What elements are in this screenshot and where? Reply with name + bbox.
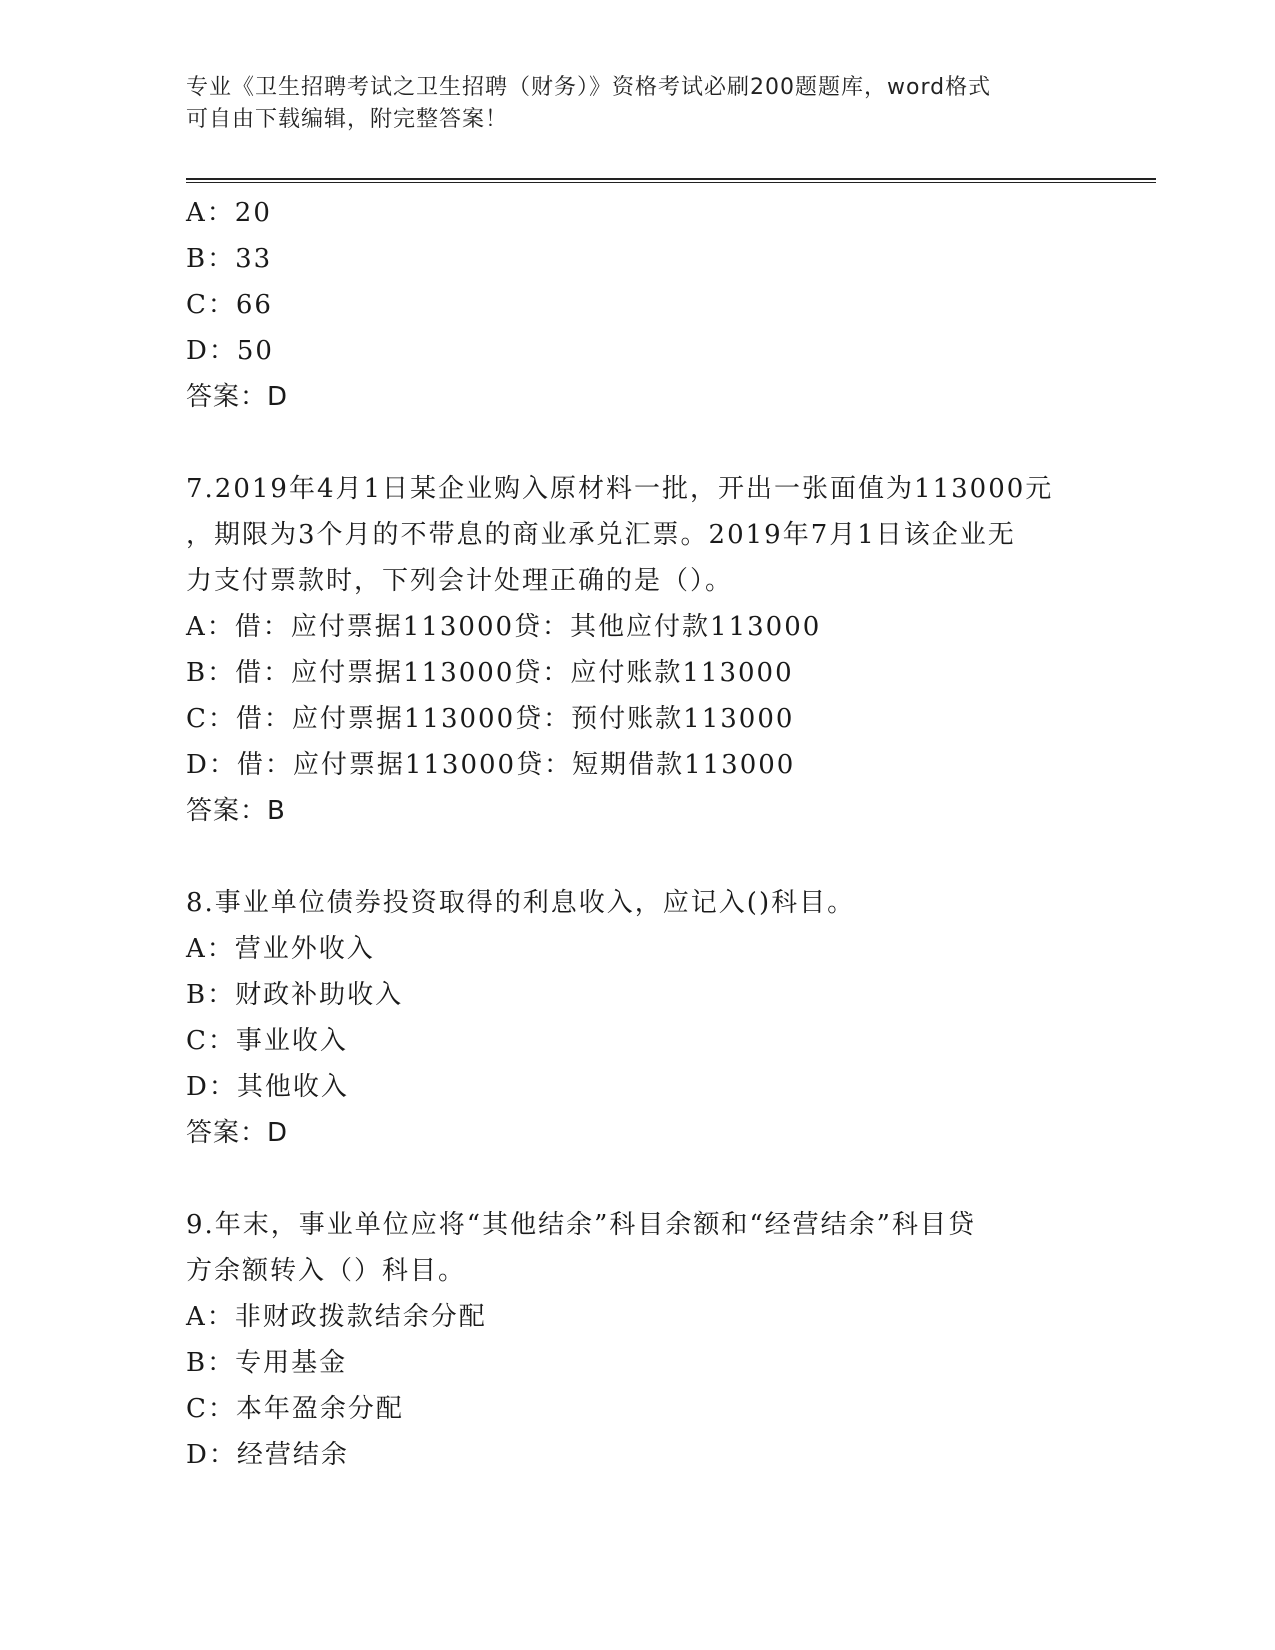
question-8 [186,880,1086,1156]
option-a: A：营业外收入 [186,934,375,964]
option-c: C：本年盈余分配 [186,1394,404,1424]
option-b: B：财政补助收入 [186,980,404,1010]
question-text-line: 8.事业单位债券投资取得的利息收入，应记入()科目。 [186,888,856,918]
spacer [186,420,1086,466]
option-b: B：专用基金 [186,1348,348,1378]
question-text-line: 力支付票款时，下列会计处理正确的是（）。 [186,566,734,596]
option-b: B：33 [186,244,273,274]
option-c: C：66 [186,290,273,320]
option-d: D：其他收入 [186,1072,349,1102]
option-c: C：事业收入 [186,1026,348,1056]
option-a: A：非财政拨款结余分配 [186,1302,487,1332]
document-header [186,72,1076,136]
question-9 [186,1202,1086,1478]
option-d: D：经营结余 [186,1440,349,1470]
option-a: A：借：应付票据113000贷：其他应付款113000 [186,612,822,642]
answer-line: 答案：D [186,1118,289,1148]
spacer [186,1156,1086,1202]
answer-line: 答案：B [186,796,286,826]
question-6 [186,190,1086,420]
question-text-line: 7.2019年4月1日某企业购入原材料一批，开出一张面值为113000元 [186,474,1054,504]
spacer [186,834,1086,880]
question-content [186,190,1086,1478]
question-text-line: ，期限为3个月的不带息的商业承兑汇票。2019年7月1日该企业无 [186,520,1016,550]
header-line-2: 可自由下载编辑，附完整答案！ [186,107,509,132]
option-d: D：借：应付票据113000贷：短期借款113000 [186,750,796,780]
question-text-line: 方余额转入（）科目。 [186,1256,467,1286]
option-b: B：借：应付票据113000贷：应付账款113000 [186,658,794,688]
option-d: D：50 [186,336,274,366]
question-7 [186,466,1086,834]
answer-line: 答案：D [186,382,289,412]
header-divider [186,178,1156,183]
header-line-1: 专业《卫生招聘考试之卫生招聘（财务）》资格考试必刷200题题库，word格式 [186,75,992,100]
option-c: C：借：应付票据113000贷：预付账款113000 [186,704,795,734]
question-text-line: 9.年末，事业单位应将“其他结余”科目余额和“经营结余”科目贷 [186,1210,976,1240]
option-a: A：20 [186,198,272,228]
